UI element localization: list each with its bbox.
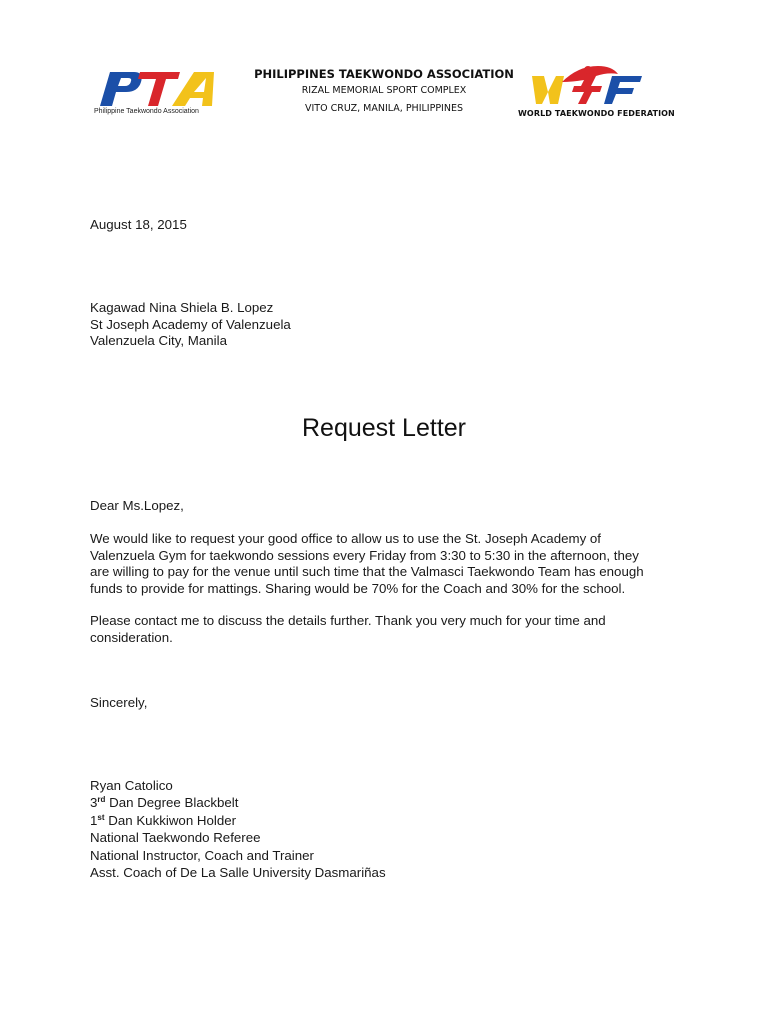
recipient-address <box>90 300 291 350</box>
rank-ordinal: st <box>97 812 105 822</box>
rank-text: Dan Kukkiwon Holder <box>104 812 237 828</box>
paragraph-line: Please contact me to discuss the details further. Thank you very much for your time and <box>90 613 606 628</box>
paragraph-line: We would like to request your good office to allow us to use the St. Joseph Academy of <box>90 531 601 546</box>
signer-name: Ryan Catolico <box>90 778 173 793</box>
body-paragraph-2 <box>90 613 606 646</box>
recipient-organization: St Joseph Academy of Valenzuela <box>90 316 291 332</box>
letter-title: Request Letter <box>302 414 466 442</box>
rank-number: 1 <box>90 812 98 828</box>
body-paragraph-1 <box>90 531 644 597</box>
organization-header <box>234 66 534 118</box>
paragraph-line: consideration. <box>90 629 173 645</box>
signer-title-referee: National Taekwondo Referee <box>90 830 261 846</box>
paragraph-line: funds to provide for mattings. Sharing would be 70% for the Coach and 30% for the school. <box>90 580 626 596</box>
salutation: Dear Ms.Lopez, <box>90 498 184 513</box>
pta-logo-caption: Philippine Taekwondo Association <box>94 108 199 115</box>
paragraph-line: Valenzuela Gym for taekwondo sessions every Friday from 3:30 to 5:30 in the afternoon, they <box>90 547 639 563</box>
signer-rank-kukkiwon <box>90 812 386 829</box>
wtf-logo-mark <box>518 62 662 108</box>
signer-title-instructor: National Instructor, Coach and Trainer <box>90 847 314 863</box>
organization-name: PHILIPPINES TAEKWONDO ASSOCIATION <box>254 67 514 81</box>
pta-logo <box>94 66 218 120</box>
rank-text: Dan Degree Blackbelt <box>105 795 239 811</box>
wtf-logo-caption: WORLD TAEKWONDO FEDERATION <box>518 109 675 118</box>
signer-title-asst-coach: Asst. Coach of De La Salle University Dasmariñas <box>90 865 386 881</box>
signer-rank-blackbelt <box>90 794 386 811</box>
recipient-city: Valenzuela City, Manila <box>90 333 227 348</box>
paragraph-line: are willing to pay for the venue until such time that the Valmasci Taekwondo Team has enough <box>90 564 644 579</box>
wtf-logo <box>518 62 675 122</box>
pta-logo-mark <box>94 66 218 110</box>
signature-block <box>90 777 386 881</box>
organization-address-line1: RIZAL MEMORIAL SPORT COMPLEX <box>301 85 467 96</box>
rank-ordinal: rd <box>97 795 106 805</box>
letter-date: August 18, 2015 <box>90 217 187 232</box>
organization-address-line2: VITO CRUZ, MANILA, PHILIPPINES <box>305 103 463 114</box>
rank-number: 3 <box>90 795 98 811</box>
recipient-name: Kagawad Nina Shiela B. Lopez <box>90 300 274 315</box>
closing: Sincerely, <box>90 695 148 710</box>
